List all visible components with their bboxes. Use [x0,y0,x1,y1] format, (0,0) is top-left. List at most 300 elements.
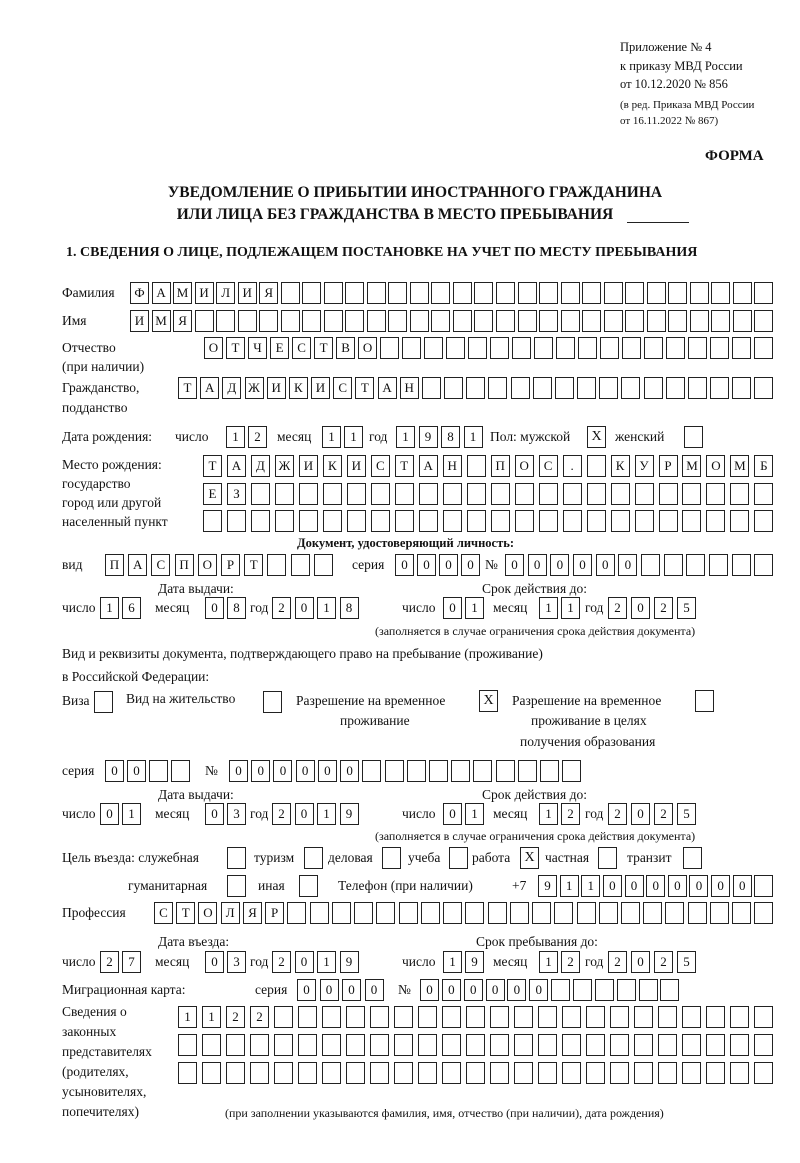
char-cell[interactable] [496,760,515,782]
char-cell[interactable] [370,1062,389,1084]
char-cell[interactable] [754,902,773,924]
char-cell[interactable]: 2 [608,597,627,619]
char-cell[interactable] [711,282,730,304]
char-cell[interactable] [202,1034,221,1056]
char-cell[interactable] [371,510,390,532]
char-cell[interactable] [442,1034,461,1056]
char-cell[interactable] [600,337,619,359]
char-cell[interactable]: 2 [272,951,291,973]
char-cell[interactable] [275,510,294,532]
char-cell[interactable]: 5 [677,597,696,619]
char-cell[interactable] [410,310,429,332]
char-cell[interactable]: 0 [486,979,505,1001]
char-cell[interactable] [682,510,701,532]
char-cell[interactable] [682,1006,701,1028]
char-cell[interactable]: 9 [538,875,557,897]
char-cell[interactable] [299,510,318,532]
char-cell[interactable]: С [151,554,170,576]
char-cell[interactable]: 0 [631,803,650,825]
char-cell[interactable] [582,282,601,304]
char-cell[interactable] [332,902,351,924]
char-cell[interactable] [514,1034,533,1056]
char-cell[interactable] [733,282,752,304]
char-cell[interactable]: 0 [625,875,644,897]
purpose-humanitarian-checkbox[interactable] [227,875,246,897]
char-cell[interactable]: Т [355,377,374,399]
char-cell[interactable] [287,902,306,924]
char-cell[interactable] [407,760,426,782]
char-cell[interactable] [442,1062,461,1084]
char-cell[interactable] [732,902,751,924]
char-cell[interactable] [465,902,484,924]
char-cell[interactable] [251,510,270,532]
char-cell[interactable]: С [539,455,558,477]
char-cell[interactable]: 1 [202,1006,221,1028]
char-cell[interactable]: 8 [227,597,246,619]
char-cell[interactable] [281,310,300,332]
char-cell[interactable] [599,377,618,399]
char-cell[interactable] [688,337,707,359]
char-cell[interactable]: П [105,554,124,576]
char-cell[interactable] [322,1062,341,1084]
char-cell[interactable] [688,377,707,399]
char-cell[interactable]: А [378,377,397,399]
char-cell[interactable] [444,377,463,399]
char-cell[interactable] [367,282,386,304]
purpose-transit-checkbox[interactable] [683,847,702,869]
char-cell[interactable] [732,337,751,359]
char-cell[interactable] [453,310,472,332]
char-cell[interactable] [709,554,728,576]
char-cell[interactable]: 0 [105,760,124,782]
char-cell[interactable]: 0 [711,875,730,897]
char-cell[interactable]: П [175,554,194,576]
char-cell[interactable]: 0 [395,554,414,576]
char-cell[interactable] [250,1062,269,1084]
char-cell[interactable] [467,455,486,477]
char-cell[interactable]: 0 [573,554,592,576]
char-cell[interactable]: М [730,455,749,477]
char-cell[interactable] [274,1034,293,1056]
char-cell[interactable] [515,483,534,505]
char-cell[interactable]: 0 [295,951,314,973]
char-cell[interactable] [611,510,630,532]
char-cell[interactable]: Р [659,455,678,477]
char-cell[interactable] [647,282,666,304]
char-cell[interactable] [421,902,440,924]
char-cell[interactable]: К [611,455,630,477]
char-cell[interactable] [668,282,687,304]
char-cell[interactable] [754,875,773,897]
char-cell[interactable] [314,554,333,576]
char-cell[interactable]: И [195,282,214,304]
char-cell[interactable] [532,902,551,924]
char-cell[interactable] [534,337,553,359]
char-cell[interactable] [380,337,399,359]
char-cell[interactable] [710,377,729,399]
char-cell[interactable]: 2 [250,1006,269,1028]
char-cell[interactable]: К [289,377,308,399]
char-cell[interactable] [429,760,448,782]
char-cell[interactable] [203,510,222,532]
char-cell[interactable] [659,483,678,505]
char-cell[interactable] [539,510,558,532]
char-cell[interactable] [754,1062,773,1084]
char-cell[interactable] [664,554,683,576]
char-cell[interactable]: 1 [122,803,141,825]
char-cell[interactable] [395,510,414,532]
char-cell[interactable] [281,282,300,304]
char-cell[interactable] [395,483,414,505]
char-cell[interactable]: О [358,337,377,359]
char-cell[interactable]: 1 [226,426,245,448]
char-cell[interactable]: 1 [344,426,363,448]
char-cell[interactable] [563,510,582,532]
char-cell[interactable] [577,377,596,399]
char-cell[interactable] [621,377,640,399]
char-cell[interactable] [610,1006,629,1028]
char-cell[interactable] [514,1006,533,1028]
char-cell[interactable]: У [635,455,654,477]
char-cell[interactable]: 1 [322,426,341,448]
char-cell[interactable]: 1 [465,597,484,619]
char-cell[interactable]: К [323,455,342,477]
char-cell[interactable]: 0 [318,760,337,782]
char-cell[interactable]: 1 [178,1006,197,1028]
char-cell[interactable]: 0 [443,597,462,619]
char-cell[interactable]: Т [226,337,245,359]
char-cell[interactable] [216,310,235,332]
char-cell[interactable] [562,1034,581,1056]
char-cell[interactable]: Т [178,377,197,399]
char-cell[interactable] [443,483,462,505]
char-cell[interactable]: 1 [581,875,600,897]
char-cell[interactable] [347,510,366,532]
char-cell[interactable] [324,282,343,304]
char-cell[interactable] [643,902,662,924]
char-cell[interactable] [554,902,573,924]
char-cell[interactable] [706,1006,725,1028]
purpose-work-checkbox[interactable]: X [520,847,539,869]
char-cell[interactable] [730,1034,749,1056]
char-cell[interactable] [604,282,623,304]
char-cell[interactable] [625,310,644,332]
char-cell[interactable] [688,902,707,924]
char-cell[interactable] [539,483,558,505]
purpose-business-checkbox[interactable] [382,847,401,869]
char-cell[interactable] [346,1034,365,1056]
char-cell[interactable] [732,377,751,399]
char-cell[interactable]: Т [244,554,263,576]
char-cell[interactable]: 0 [507,979,526,1001]
char-cell[interactable] [706,483,725,505]
char-cell[interactable] [710,337,729,359]
char-cell[interactable]: О [198,902,217,924]
char-cell[interactable]: 0 [205,803,224,825]
char-cell[interactable] [424,337,443,359]
char-cell[interactable] [711,310,730,332]
char-cell[interactable]: В [336,337,355,359]
char-cell[interactable]: 0 [295,803,314,825]
title-blank-line[interactable] [627,222,689,223]
char-cell[interactable] [259,310,278,332]
char-cell[interactable] [587,483,606,505]
char-cell[interactable] [402,337,421,359]
char-cell[interactable] [178,1062,197,1084]
char-cell[interactable] [518,310,537,332]
char-cell[interactable] [754,377,773,399]
char-cell[interactable] [178,1034,197,1056]
char-cell[interactable] [659,510,678,532]
char-cell[interactable]: Д [251,455,270,477]
char-cell[interactable] [586,1034,605,1056]
char-cell[interactable] [418,1062,437,1084]
char-cell[interactable]: 0 [596,554,615,576]
char-cell[interactable] [399,902,418,924]
trp-edu-checkbox[interactable] [695,690,714,712]
char-cell[interactable] [291,554,310,576]
char-cell[interactable]: 1 [396,426,415,448]
char-cell[interactable]: 0 [528,554,547,576]
char-cell[interactable]: Т [176,902,195,924]
char-cell[interactable] [442,1006,461,1028]
char-cell[interactable] [490,1062,509,1084]
sex-male-checkbox[interactable]: X [587,426,606,448]
char-cell[interactable] [539,282,558,304]
char-cell[interactable]: 1 [539,803,558,825]
char-cell[interactable] [582,310,601,332]
char-cell[interactable] [658,1062,677,1084]
char-cell[interactable] [518,282,537,304]
char-cell[interactable] [515,510,534,532]
char-cell[interactable] [599,902,618,924]
char-cell[interactable] [682,1062,701,1084]
char-cell[interactable] [322,1034,341,1056]
char-cell[interactable] [371,483,390,505]
char-cell[interactable] [641,554,660,576]
char-cell[interactable]: 1 [317,597,336,619]
char-cell[interactable] [706,1062,725,1084]
purpose-private-checkbox[interactable] [598,847,617,869]
char-cell[interactable] [754,483,773,505]
char-cell[interactable] [274,1006,293,1028]
char-cell[interactable] [473,760,492,782]
char-cell[interactable] [446,337,465,359]
char-cell[interactable] [634,1034,653,1056]
char-cell[interactable]: 0 [100,803,119,825]
char-cell[interactable] [496,310,515,332]
char-cell[interactable] [658,1034,677,1056]
char-cell[interactable] [562,760,581,782]
char-cell[interactable]: 0 [127,760,146,782]
char-cell[interactable] [539,310,558,332]
char-cell[interactable]: Я [173,310,192,332]
char-cell[interactable] [730,510,749,532]
char-cell[interactable]: 2 [248,426,267,448]
char-cell[interactable]: 0 [420,979,439,1001]
char-cell[interactable] [538,1006,557,1028]
char-cell[interactable] [754,510,773,532]
char-cell[interactable]: 0 [340,760,359,782]
char-cell[interactable] [733,310,752,332]
char-cell[interactable]: Л [221,902,240,924]
char-cell[interactable] [690,310,709,332]
char-cell[interactable] [467,510,486,532]
char-cell[interactable] [354,902,373,924]
char-cell[interactable] [298,1034,317,1056]
char-cell[interactable] [491,483,510,505]
char-cell[interactable] [730,1062,749,1084]
char-cell[interactable] [323,483,342,505]
char-cell[interactable]: 8 [340,597,359,619]
char-cell[interactable]: А [152,282,171,304]
char-cell[interactable] [394,1062,413,1084]
char-cell[interactable]: 1 [539,597,558,619]
char-cell[interactable]: 0 [296,760,315,782]
char-cell[interactable]: 0 [668,875,687,897]
char-cell[interactable] [540,760,559,782]
char-cell[interactable] [730,483,749,505]
trp-checkbox[interactable]: X [479,690,498,712]
sex-female-checkbox[interactable] [684,426,703,448]
char-cell[interactable]: А [227,455,246,477]
char-cell[interactable] [754,282,773,304]
char-cell[interactable]: 2 [654,597,673,619]
char-cell[interactable] [595,979,614,1001]
char-cell[interactable] [644,337,663,359]
char-cell[interactable]: 0 [417,554,436,576]
char-cell[interactable]: Ч [248,337,267,359]
char-cell[interactable] [171,760,190,782]
char-cell[interactable]: А [419,455,438,477]
char-cell[interactable] [394,1006,413,1028]
char-cell[interactable] [385,760,404,782]
char-cell[interactable]: О [204,337,223,359]
char-cell[interactable] [706,510,725,532]
char-cell[interactable] [345,282,364,304]
char-cell[interactable] [586,1006,605,1028]
char-cell[interactable] [474,282,493,304]
char-cell[interactable]: С [292,337,311,359]
char-cell[interactable] [410,282,429,304]
char-cell[interactable]: 0 [631,597,650,619]
char-cell[interactable]: П [491,455,510,477]
char-cell[interactable]: 1 [560,875,579,897]
char-cell[interactable] [538,1034,557,1056]
char-cell[interactable] [514,1062,533,1084]
char-cell[interactable]: 0 [342,979,361,1001]
char-cell[interactable] [510,902,529,924]
char-cell[interactable]: 6 [122,597,141,619]
char-cell[interactable]: 0 [205,597,224,619]
char-cell[interactable]: Е [270,337,289,359]
char-cell[interactable] [431,282,450,304]
char-cell[interactable]: А [200,377,219,399]
char-cell[interactable] [617,979,636,1001]
char-cell[interactable]: Р [265,902,284,924]
char-cell[interactable] [202,1062,221,1084]
char-cell[interactable] [665,902,684,924]
char-cell[interactable]: 0 [442,979,461,1001]
char-cell[interactable] [302,310,321,332]
char-cell[interactable]: 2 [100,951,119,973]
char-cell[interactable] [490,337,509,359]
char-cell[interactable]: О [198,554,217,576]
char-cell[interactable] [561,282,580,304]
char-cell[interactable] [299,483,318,505]
char-cell[interactable] [376,902,395,924]
char-cell[interactable]: 0 [733,875,752,897]
char-cell[interactable] [490,1034,509,1056]
char-cell[interactable]: 1 [317,803,336,825]
char-cell[interactable]: Ж [275,455,294,477]
char-cell[interactable] [682,1034,701,1056]
char-cell[interactable] [362,760,381,782]
char-cell[interactable] [474,310,493,332]
char-cell[interactable] [274,1062,293,1084]
char-cell[interactable] [394,1034,413,1056]
char-cell[interactable] [443,902,462,924]
char-cell[interactable] [690,282,709,304]
char-cell[interactable]: 1 [464,426,483,448]
char-cell[interactable]: 2 [654,951,673,973]
char-cell[interactable]: Я [243,902,262,924]
char-cell[interactable] [610,1062,629,1084]
visa-checkbox[interactable] [94,691,113,713]
char-cell[interactable]: И [311,377,330,399]
char-cell[interactable] [226,1034,245,1056]
char-cell[interactable] [251,483,270,505]
char-cell[interactable] [622,337,641,359]
char-cell[interactable] [488,377,507,399]
char-cell[interactable] [238,310,257,332]
char-cell[interactable] [370,1034,389,1056]
char-cell[interactable]: 0 [205,951,224,973]
char-cell[interactable] [611,483,630,505]
char-cell[interactable] [267,554,286,576]
char-cell[interactable] [551,979,570,1001]
char-cell[interactable]: С [371,455,390,477]
char-cell[interactable]: 0 [229,760,248,782]
char-cell[interactable]: 2 [654,803,673,825]
char-cell[interactable]: 9 [340,951,359,973]
char-cell[interactable]: Т [395,455,414,477]
char-cell[interactable] [577,902,596,924]
char-cell[interactable] [298,1062,317,1084]
char-cell[interactable] [686,554,705,576]
char-cell[interactable]: Л [216,282,235,304]
char-cell[interactable] [418,1006,437,1028]
char-cell[interactable]: Ф [130,282,149,304]
char-cell[interactable]: 9 [340,803,359,825]
char-cell[interactable] [573,979,592,1001]
char-cell[interactable]: 2 [561,803,580,825]
char-cell[interactable]: И [299,455,318,477]
char-cell[interactable]: 2 [561,951,580,973]
char-cell[interactable] [555,377,574,399]
char-cell[interactable] [732,554,751,576]
char-cell[interactable] [466,1062,485,1084]
char-cell[interactable] [466,377,485,399]
char-cell[interactable] [586,1062,605,1084]
char-cell[interactable] [666,377,685,399]
char-cell[interactable]: А [128,554,147,576]
char-cell[interactable]: И [130,310,149,332]
char-cell[interactable]: 0 [439,554,458,576]
char-cell[interactable] [490,1006,509,1028]
char-cell[interactable] [639,979,658,1001]
char-cell[interactable] [754,554,773,576]
